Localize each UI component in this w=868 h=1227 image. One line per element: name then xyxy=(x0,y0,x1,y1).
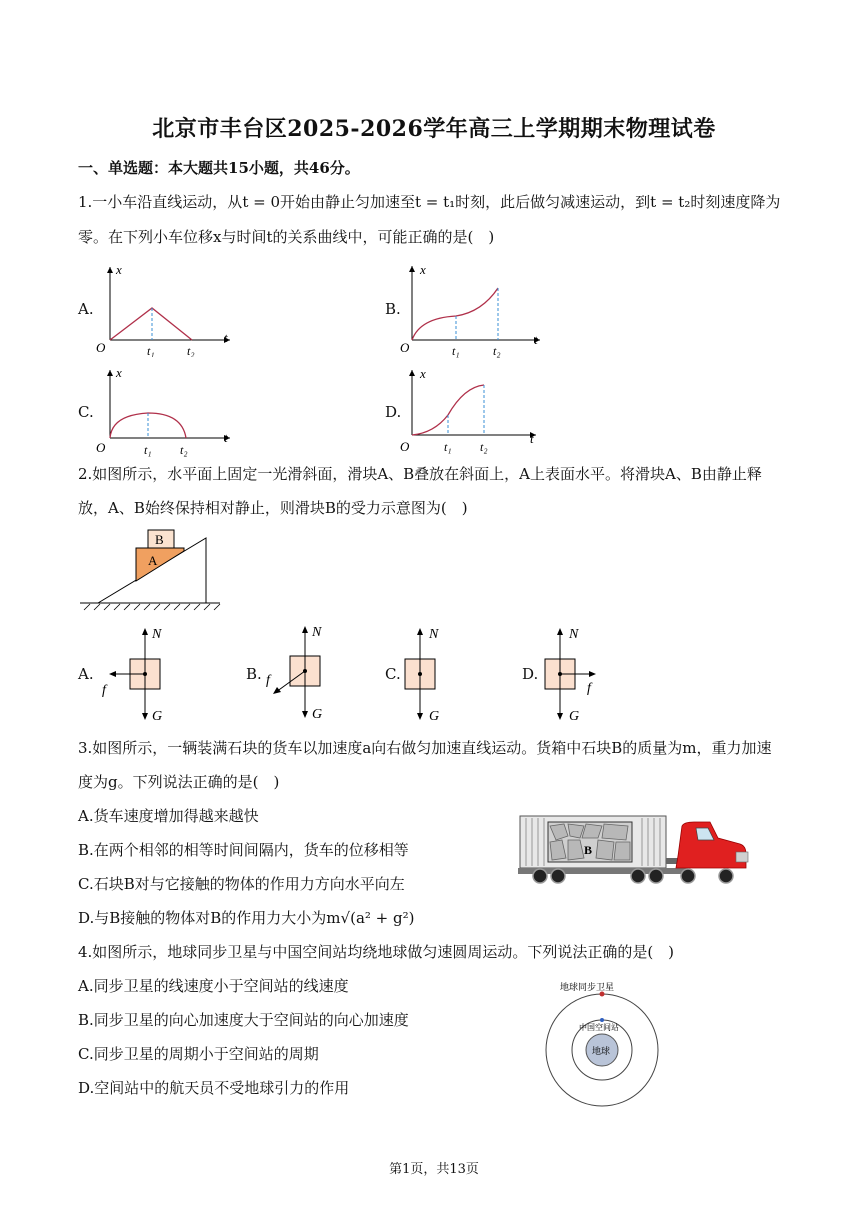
t2-label: t₂ xyxy=(493,344,501,358)
page-title: 北京市丰台区2025-2026学年高三上学期期末物理试卷 xyxy=(152,116,716,142)
origin-label: O xyxy=(400,340,410,355)
page-footer: 第1页，共13页 xyxy=(389,1162,479,1177)
q3-option-d: D.与B接触的物体对B的作用力大小为m√(a² + g²) xyxy=(78,909,415,927)
earth-label: 地球 xyxy=(592,1046,611,1056)
t1-label: t₁ xyxy=(452,344,460,358)
q1-option-d-label: D. xyxy=(385,403,402,421)
q2-stem-line1: 2.如图所示，水平面上固定一光滑斜面，滑块A、B叠放在斜面上，A上表面水平。将滑块A、B由静止释 xyxy=(78,465,762,483)
q4-stem-line1: 4.如图所示，地球同步卫星与中国空间站均绕地球做匀速圆周运动。下列说法正确的是( ) xyxy=(78,943,675,961)
q1-graph-b xyxy=(400,262,550,362)
q2-option-d-label: D. xyxy=(522,665,539,683)
q2-force-a xyxy=(100,622,180,722)
stone-b-label: B xyxy=(584,843,593,857)
force-f-label: f xyxy=(266,673,270,688)
axis-x-label: t xyxy=(224,330,228,345)
q2-option-b-label: B. xyxy=(246,665,262,683)
incline-figure xyxy=(80,528,225,613)
force-n-label: N xyxy=(569,627,579,642)
force-f-label: f xyxy=(587,681,591,696)
q1-option-b-label: B. xyxy=(385,300,401,318)
q2-force-c xyxy=(395,622,475,722)
force-g-label: G xyxy=(429,709,440,722)
q4-option-d: D.空间站中的航天员不受地球引力的作用 xyxy=(78,1079,350,1097)
axis-y-label: x xyxy=(420,366,426,381)
q3-option-a: A.货车速度增加得越来越快 xyxy=(78,807,259,825)
q1-option-c-label: C. xyxy=(78,403,94,421)
force-n-label: N xyxy=(312,625,322,640)
force-g-label: G xyxy=(152,709,163,722)
q3-option-b: B.在两个相邻的相等时间间隔内，货车的位移相等 xyxy=(78,841,409,859)
q2-stem-line2: 放，A、B始终保持相对静止，则滑块B的受力示意图为( ) xyxy=(78,499,468,517)
axis-x-label: t xyxy=(224,430,228,445)
q4-option-c: C.同步卫星的周期小于空间站的周期 xyxy=(78,1045,319,1063)
axis-y-label: x xyxy=(420,262,426,277)
orbit-figure xyxy=(540,980,665,1110)
axis-x-label: t xyxy=(530,431,534,446)
axis-y-label: x xyxy=(116,262,122,277)
q1-stem-line2: 零。在下列小车位移x与时间t的关系曲线中，可能正确的是( ) xyxy=(78,228,495,246)
block-b-label: B xyxy=(155,532,164,547)
force-g-label: G xyxy=(569,709,580,722)
q3-stem-line1: 3.如图所示，一辆装满石块的货车以加速度a向右做匀加速直线运动。货箱中石块B的质量为m，重力加速 xyxy=(78,739,772,757)
truck-figure xyxy=(518,812,753,888)
t1-label: t₁ xyxy=(147,344,155,357)
force-g-label: G xyxy=(312,707,323,722)
t1-label: t₁ xyxy=(144,443,152,457)
t2-label: t₂ xyxy=(187,344,195,357)
q2-option-c-label: C. xyxy=(385,665,401,683)
q4-option-a: A.同步卫星的线速度小于空间站的线速度 xyxy=(78,977,349,995)
q1-graph-c xyxy=(90,365,240,460)
t2-label: t₂ xyxy=(180,443,188,457)
q2-force-d xyxy=(535,622,615,722)
q4-option-b: B.同步卫星的向心加速度大于空间站的向心加速度 xyxy=(78,1011,409,1029)
force-f-label: f xyxy=(102,683,106,698)
q2-option-a-label: A. xyxy=(78,665,94,683)
t1-label: t₁ xyxy=(444,440,452,454)
origin-label: O xyxy=(400,439,410,454)
q1-graph-a xyxy=(90,262,240,357)
axis-y-label: x xyxy=(116,365,122,380)
section-heading: 一、单选题：本大题共15小题，共46分。 xyxy=(78,159,360,177)
axis-x-label: t xyxy=(534,332,538,347)
q3-option-c: C.石块B对与它接触的物体的作用力方向水平向左 xyxy=(78,875,405,893)
block-a-label: A xyxy=(148,553,158,568)
q1-graph-d xyxy=(400,365,550,460)
q2-force-b xyxy=(260,622,340,722)
sync-satellite-label: 地球同步卫星 xyxy=(560,982,615,992)
q1-stem-line1: 1.一小车沿直线运动，从t = 0开始由静止匀加速至t = t₁时刻，此后做匀减速运动，到t = t₂时刻速度降为 xyxy=(78,193,781,211)
t2-label: t₂ xyxy=(480,440,488,454)
space-station-label: 中国空间站 xyxy=(579,1023,619,1032)
q3-stem-line2: 度为g。下列说法正确的是( ) xyxy=(78,773,280,791)
force-n-label: N xyxy=(152,627,162,642)
origin-label: O xyxy=(96,340,106,355)
q1-option-a-label: A. xyxy=(78,300,94,318)
origin-label: O xyxy=(96,440,106,455)
force-n-label: N xyxy=(429,627,439,642)
